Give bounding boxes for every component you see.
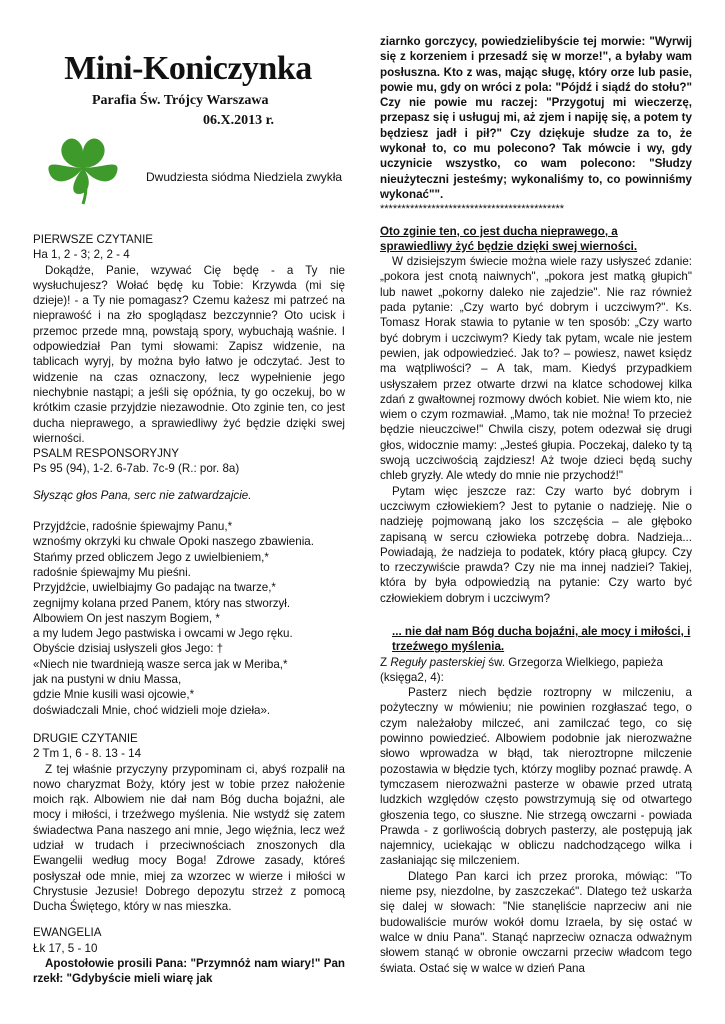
article2-intro-prefix: Z (380, 655, 388, 669)
reading1-heading: PIERWSZE CZYTANIE (33, 233, 154, 246)
reading2-heading: DRUGIE CZYTANIE (33, 731, 138, 745)
psalm-line: zegnijmy kolana przed Panem, który nas stworzył. (33, 596, 291, 610)
psalm-ref: Ps 95 (94), 1-2. 6-7ab. 7c-9 (R.: por. 8a) (33, 462, 240, 476)
gospel-text-part2: ziarnko gorczycy, powiedzielibyście tej morwie: "Wyrwij się z korzeniem i przesadź się w morze!", a byłaby wam posłuszna. Kto z was, mając sługę, który orze lub pasie, powie mu, gdy on wróci z pola: "Pójdź i siądź do stołu?" Czy nie powie mu raczej: "Przygotuj mi wieczerzę, przepasz się i usługuj mi, aż zjem i napiję się, a potem ty będziesz jadł i pił?" Czy dziękuje słudze za to, że wykonał to, co mu polecono? Tak mówcie i wy, gdy uczynicie wszystko, co wam polecono: "Słudzy nieużyteczni jesteśmy; wykonaliśmy to, co powinniśmy wykonać"". (380, 35, 692, 201)
reading1-text: Dokądże, Panie, wzywać Cię będę - a Ty nie wysłuchujesz? Wołać będę ku Tobie: Krzywda (mi się dzieje)! - a Ty nie pomagasz? Czemu każesz mi patrzeć na nieprawość i na zło spoglądasz bezczynnie? Oto ucisk i przemoc przede mną, powstają spory, wybuchają waśnie. I odpowiedział Pan tymi słowami: Zapisz widzenie, na tablicach wyryj, by można było łatwo je odczytać. Jest to widzenie na czas oznaczony, lecz wypełnienie jego niechybnie nastąpi; a jeśli się opóźnia, ty go oczekuj, bo w krótkim czasie przyjdzie niezawodnie. Oto zginie ten, co jest ducha nieprawego, a sprawiedliwy żyć będzie dzięki swej wierności. (33, 263, 345, 445)
psalm-line: Obyście dzisiaj usłyszeli głos Jego: † (33, 642, 224, 656)
gospel-text-part1: Apostołowie prosili Pana: "Przymnóż nam wiary!" Pan rzekł: "Gdybyście mieli wiarę jak (33, 957, 345, 986)
psalm-line: wznośmy okrzyki ku chwale Opoki naszego zbawienia. (33, 535, 314, 549)
psalm-line: Albowiem On jest naszym Bogiem, * (33, 611, 220, 625)
four-leaf-clover-icon (33, 128, 133, 206)
reading2-ref: 2 Tm 1, 6 - 8. 13 - 14 (33, 747, 142, 761)
article2-intro-suffix: św. Grzegorza Wielkiego, papieża (księga2, 4): (380, 655, 663, 684)
article1-heading: Oto zginie ten, co jest ducha nieprawego, a sprawiedliwy żyć będzie dzięki swej wierności. (380, 224, 638, 253)
psalm-line: radośnie śpiewajmy Mu pieśni. (33, 565, 191, 579)
psalm-line: «Niech nie twardnieją wasze serca jak w Meriba,* (33, 657, 288, 671)
gospel-heading: EWANGELIA (33, 926, 102, 940)
psalm-line: gdzie Mnie kusili wasi ojcowie,* (33, 688, 195, 702)
psalm-refrain: Słysząc głos Pana, serc nie zatwardzajcie. (33, 488, 252, 502)
article1-text2: Pytam więc jeszcze raz: Czy warto być dobrym i uczciwym człowiekiem? Jest to pytanie o nadzieję. Nie o nadzieję pojmowaną jako los szczęścia – ale głęboko zapisaną w sercu człowieka potrzebę dobra. Nadzieja... Powiadają, że nadzieja to podatek, który płacą głupcy. Czy to rzeczywiście prawda? Czy nie ma innej nadziei? Takiej, która by była odpowiedzią na pytanie: Czy warto być człowiekiem dobrym i uczciwym? (380, 484, 692, 605)
psalm-heading: PSALM RESPONSORYJNY (33, 447, 180, 461)
issue-date: 06.X.2013 r. (203, 113, 275, 128)
gospel-ref: Łk 17, 5 - 10 (33, 941, 98, 955)
psalm-line: a my ludem Jego pastwiska i owcami w Jego ręku. (33, 627, 293, 641)
separator: ******************************************* (380, 203, 565, 216)
right-column (380, 34, 692, 976)
sunday-name: Dwudziesta siódma Niedziela zwykła (146, 170, 343, 184)
article2-para1: Pasterz niech będzie roztropny w milczeniu, a pożyteczny w mówieniu; nie powinien rozgłaszać tego, o czym należałoby milczeć, ani zamilczać tego, co się powinno powiedzieć. Albowiem podobnie jak nierozważne słowo wprowadza w błąd, tak nieroztropne milczenie pozostawia w błędzie tych, którzy mogliby poznać prawdę. A tymczasem nierozważni pasterze w obawie przed utratą ludzkich względów często powstrzymują się od otwartego głoszenia tego, co słuszne. Nie strzegą owczarni - powiada Prawda - z gorliwością dobrych pasterzy, ale postępują jak najemnicy, uciekając w obliczu nadchodzącego wilka i zasłaniając się milczeniem. (380, 686, 692, 868)
reading2-text: Z tej właśnie przyczyny przypominam ci, abyś rozpalił na nowo charyzmat Boży, który jest w tobie przez nałożenie moich rąk. Albowiem nie dał nam Bóg ducha bojaźni, ale mocy i miłości, i trzeźwego myślenia. Nie wstydź się zatem świadectwa Pana naszego ani mnie, Jego więźnia, lecz weź udział w trudach i przeciwnościach znoszonych dla Ewangelii według mocy Boga! Zdrowe zasady, któreś posłyszał ode mnie, miej za wzorzec w wierze i miłości w Chrystusie Jezusie! Dobrego depozytu strzeż z pomocą Ducha Świętego, który w nas mieszka. (33, 762, 345, 914)
psalm-line: doświadczali Mnie, choć widzieli moje dzieła». (33, 703, 271, 717)
psalm-line: Przyjdźcie, uwielbiajmy Go padając na twarze,* (33, 581, 276, 595)
article1-text: W dzisiejszym świecie można wiele razy usłyszeć zdanie: „pokora jest cnotą naiwnych", „pokora jest matką głupich" lub nawet „pokorny daleko nie zajedzie". Nie raz również pada pytanie: „Czy warto być dobrym i uczciwym?". Ks. Tomasz Horak stawia to pytanie w ten sposób: „Czy warto być dobrym i uczciwym? Kiedy tak pytam, wcale nie jestem pewien, jak odpowiedzieć. Jak to? – powiesz, nawet księdz ma wątpliwości? – A tak, mam. Kiedyś przypadkiem usłyszałem przez otwarte drzwi na klatce schodowej kilka zdań z gwałtownej rozmowy dwóch kobiet. Nie wiem kto, nie wiem o czym rozmawiał. „Mamo, tak nie można! To przecież będzie nieuczciwe!" Chwila ciszy, potem odezwał się drugi głos, widocznie mamy: „Jesteś głupia. Poczekaj, daleko ty tą swoją uczciwością zajdziesz! Aż twoje dzieci będą suchy chleb gryzły. Ale wtedy do mnie nie przychodź!" (380, 255, 692, 483)
article2-intro-title: Reguły pasterskiej (390, 655, 486, 669)
psalm-line: Przyjdźcie, radośnie śpiewajmy Panu,* (33, 520, 233, 534)
newsletter-title: Mini-Koniczynka (64, 50, 312, 87)
parish-name: Parafia Św. Trójcy Warszawa (92, 93, 269, 108)
psalm-line: jak na pustyni w dniu Massa, (33, 673, 182, 687)
reading1-ref: Ha 1, 2 - 3; 2, 2 - 4 (33, 248, 130, 262)
article2-para2: Dlatego Pan karci ich przez proroka, mówiąc: "To nieme psy, niezdolne, by zaszczekać". Dlatego też uskarża się dalej w słowach: "Nie stanęliście naprzeciw ani nie budowaliście murów wokół domu Izraela, by się ostać w walce w dniu Pana". Stanąć naprzeciw oznacza odważnym słowem stanąć w obronie owczarni przeciw władcom tego świata. Ostać się w walce w dzień Pana (380, 869, 692, 975)
psalm-line: Stańmy przed obliczem Jego z uwielbieniem,* (33, 550, 269, 564)
psalm-verses (33, 519, 345, 718)
article2-heading: ... nie dał nam Bóg ducha bojaźni, ale mocy i miłości, i trzeźwego myślenia. (392, 624, 691, 654)
article2-intro (380, 655, 692, 686)
left-column (33, 232, 345, 987)
